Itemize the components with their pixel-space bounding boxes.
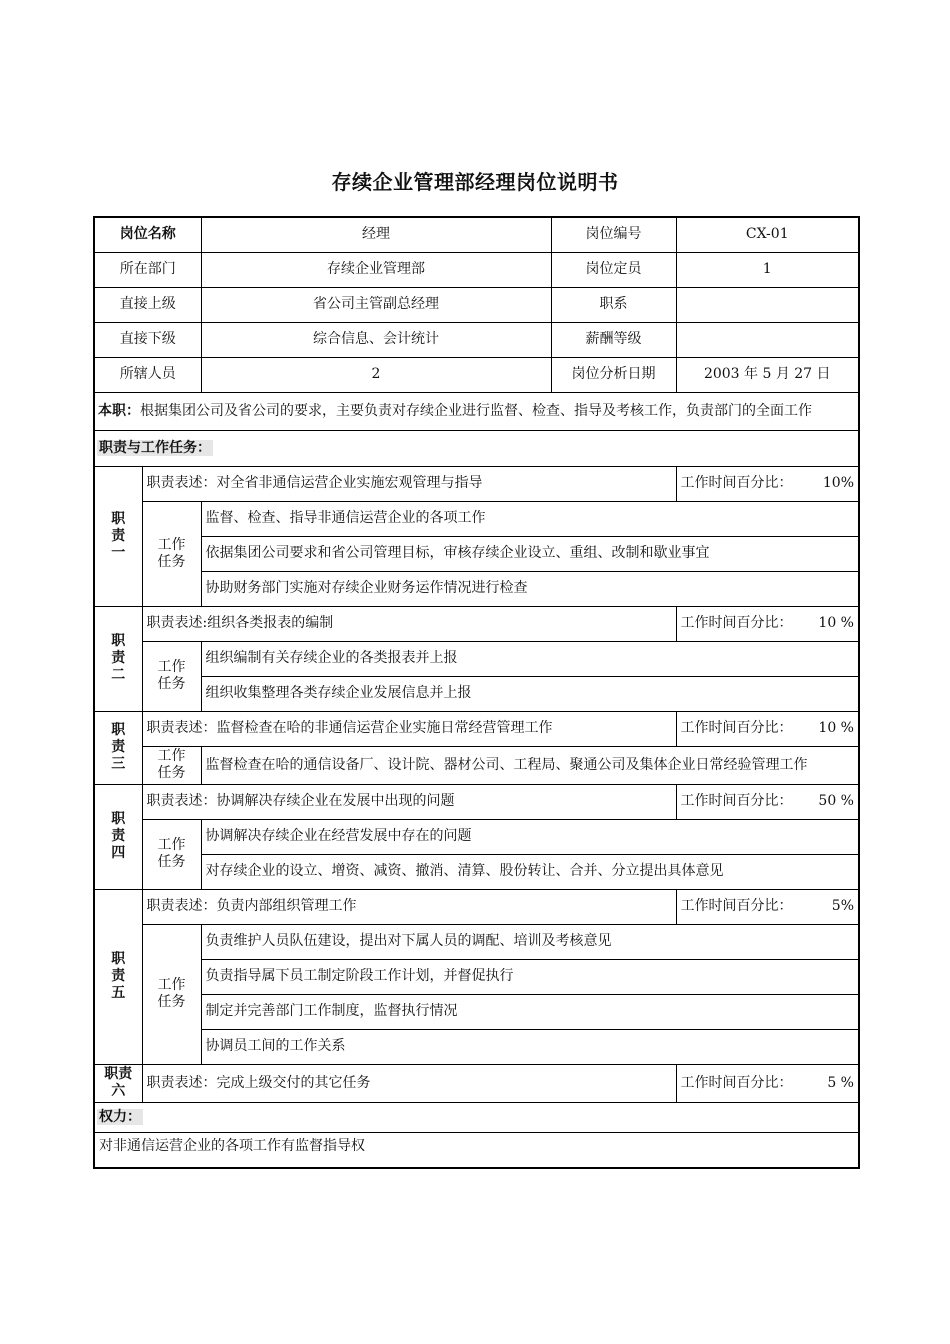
duty-1-task-1: 监督、检查、指导非通信运营企业的各项工作: [201, 501, 859, 536]
duty-6-statement: 职责表述：完成上级交付的其它任务: [142, 1064, 676, 1102]
duty-4-tasks-label: 工作 任务: [142, 819, 201, 889]
duty-3-tasks-label: 工作 任务: [142, 746, 201, 784]
duty-2-tasks-label: 工作 任务: [142, 641, 201, 711]
staff-value: 2: [201, 357, 551, 392]
analysis-date-label: 岗位分析日期: [551, 357, 676, 392]
duty-6-label: 职责 六: [94, 1064, 142, 1102]
analysis-date-value: 2003 年 5 月 27 日: [676, 357, 859, 392]
salary-label: 薪酬等级: [551, 322, 676, 357]
quota-label: 岗位定员: [551, 252, 676, 287]
quota-value: 1: [676, 252, 859, 287]
superior-label: 直接上级: [94, 287, 201, 322]
duty-4-statement: 职责表述：协调解决存续企业在发展中出现的问题: [142, 784, 676, 819]
position-code-value: CX-01: [676, 217, 859, 252]
duty-4-task-1: 协调解决存续企业在经营发展中存在的问题: [201, 819, 859, 854]
authority-label: 权力：: [99, 1108, 141, 1125]
duty-2-task-1: 组织编制有关存续企业的各类报表并上报: [201, 641, 859, 676]
duty-4-label: 职 责 四: [94, 784, 142, 889]
duty-5-tasks-label: 工作 任务: [142, 924, 201, 1064]
department-label: 所在部门: [94, 252, 201, 287]
duty-5-task-1: 负责维护人员队伍建设，提出对下属人员的调配、培训及考核意见: [201, 924, 859, 959]
duty-3-task-1: 监督检查在哈的通信设备厂、设计院、器材公司、工程局、聚通公司及集体企业日常经验管理工作: [201, 746, 859, 784]
duty-summary-label: 本职：: [98, 402, 140, 419]
duty-6-pct: 工作时间百分比： 5 %: [676, 1064, 859, 1102]
duty-summary: [94, 392, 859, 430]
duty-5-task-3: 制定并完善部门工作制度，监督执行情况: [201, 994, 859, 1029]
duty-4-task-2: 对存续企业的设立、增资、减资、撤消、清算、股份转让、合并、分立提出具体意见: [201, 854, 859, 889]
duty-3-pct: 工作时间百分比： 10 %: [676, 711, 859, 746]
duty-1-task-2: 依据集团公司要求和省公司管理目标，审核存续企业设立、重组、改制和歇业事宜: [201, 536, 859, 571]
duty-5-task-2: 负责指导属下员工制定阶段工作计划，并督促执行: [201, 959, 859, 994]
job-description-table: [93, 216, 860, 1169]
duty-1-pct: 工作时间百分比： 10%: [676, 466, 859, 501]
position-name-label: 岗位名称: [94, 217, 201, 252]
duty-3-label: 职 责 三: [94, 711, 142, 784]
duty-1-statement: 职责表述：对全省非通信运营企业实施宏观管理与指导: [142, 466, 676, 501]
duty-4-pct: 工作时间百分比： 50 %: [676, 784, 859, 819]
superior-value: 省公司主管副总经理: [201, 287, 551, 322]
duty-2-pct: 工作时间百分比： 10 %: [676, 606, 859, 641]
duty-3-statement: 职责表述：监督检查在哈的非通信运营企业实施日常经营管理工作: [142, 711, 676, 746]
series-label: 职系: [551, 287, 676, 322]
subordinate-value: 综合信息、会计统计: [201, 322, 551, 357]
department-value: 存续企业管理部: [201, 252, 551, 287]
authority-text: 对非通信运营企业的各项工作有监督指导权: [94, 1132, 859, 1168]
authority-header: [94, 1102, 859, 1132]
duty-1-tasks-label: 工作 任务: [142, 501, 201, 606]
duties-header-label: 职责与工作任务：: [99, 439, 211, 456]
staff-label: 所辖人员: [94, 357, 201, 392]
duty-2-statement: 职责表述:组织各类报表的编制: [142, 606, 676, 641]
duties-header: [94, 430, 859, 466]
duty-summary-text: 根据集团公司及省公司的要求，主要负责对存续企业进行监督、检查、指导及考核工作，负责部门的全面工作: [140, 402, 812, 419]
series-value: [676, 287, 859, 322]
position-name-value: 经理: [201, 217, 551, 252]
duty-2-task-2: 组织收集整理各类存续企业发展信息并上报: [201, 676, 859, 711]
duty-5-statement: 职责表述：负责内部组织管理工作: [142, 889, 676, 924]
duty-5-pct: 工作时间百分比： 5%: [676, 889, 859, 924]
duty-1-label: 职 责 一: [94, 466, 142, 606]
salary-value: [676, 322, 859, 357]
duty-2-label: 职 责 二: [94, 606, 142, 711]
position-code-label: 岗位编号: [551, 217, 676, 252]
duty-5-task-4: 协调员工间的工作关系: [201, 1029, 859, 1064]
duty-1-task-3: 协助财务部门实施对存续企业财务运作情况进行检查: [201, 571, 859, 606]
duty-5-label: 职 责 五: [94, 889, 142, 1064]
subordinate-label: 直接下级: [94, 322, 201, 357]
document-title: 存续企业管理部经理岗位说明书: [331, 170, 619, 194]
